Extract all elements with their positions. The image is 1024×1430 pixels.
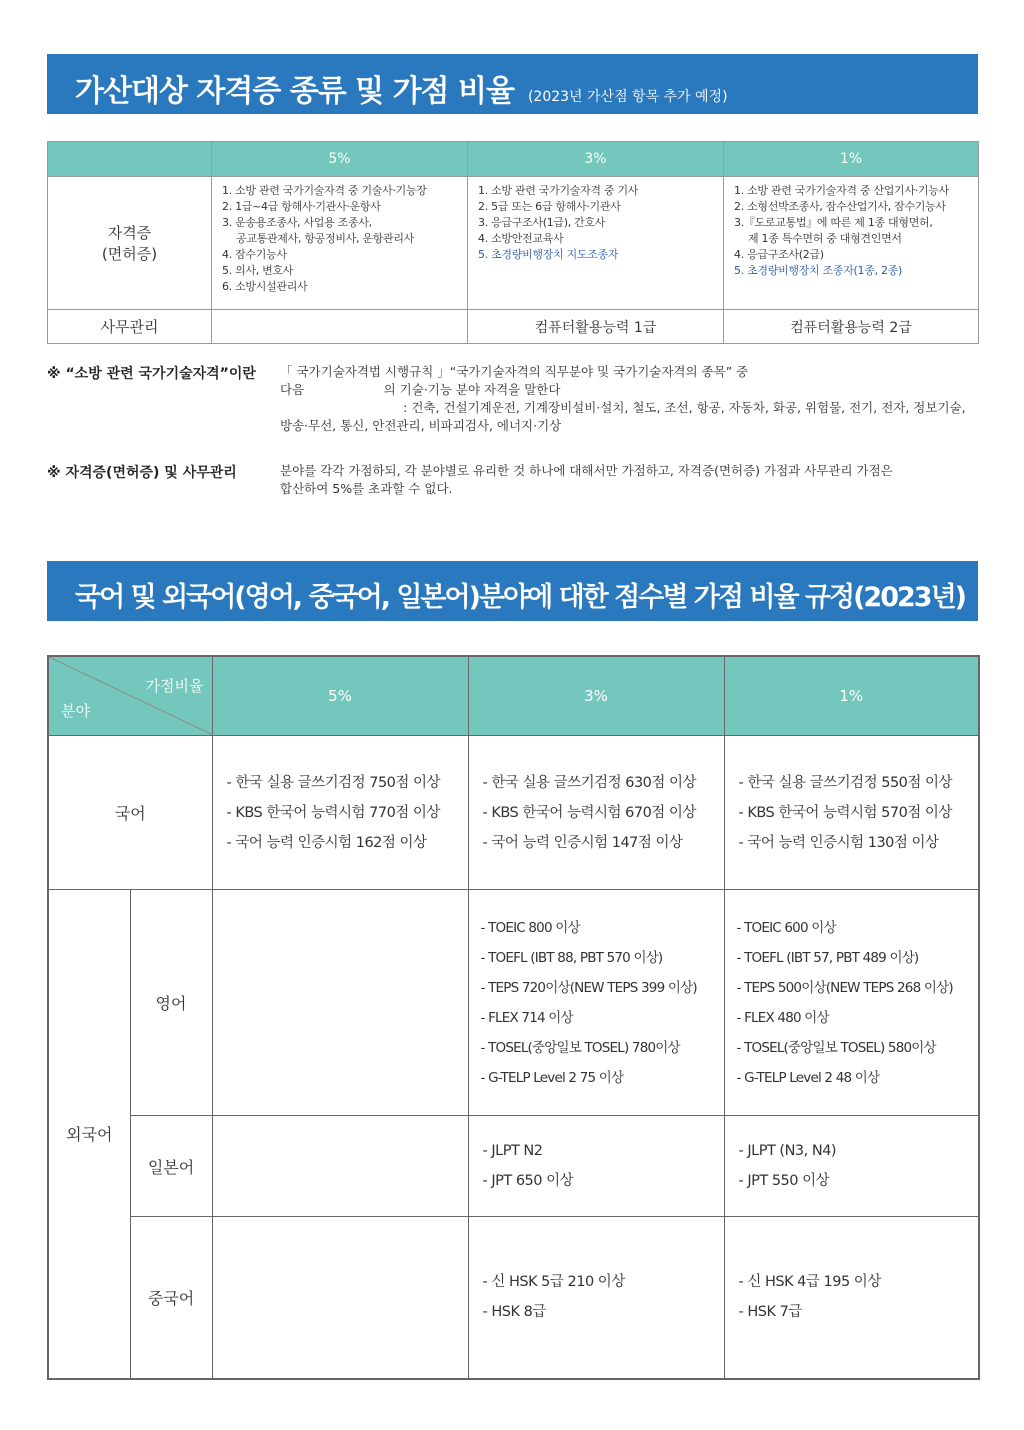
korean-row (48, 736, 979, 890)
section2-banner (47, 561, 1017, 621)
japanese-row (48, 1116, 979, 1217)
note-fire-definition-text: 「 국가기술자격법 시행규칙 」“국가기술자격의 직무분야 및 국가기술자격의 종목” 중 다음 의 기술·기능 분야 자격을 말한다 : 건축, 건설기계운전, 기계장비설비·설치, 철도, 조선, 항공, 자동차, 화공, 위험물, 전기, 전자, 정보기술, 방송·무선, 통신, 안전관리, 비파괴검사, 에너지·기상 (280, 364, 966, 433)
office-5pct (212, 310, 468, 344)
japanese-3pct: - JLPT N2 - JPT 650 이상 (468, 1116, 724, 1217)
foreign-label: 외국어 (48, 890, 130, 1379)
header-1pct: 1% (724, 142, 979, 177)
office-1pct: 컴퓨터활용능력 2급 (724, 310, 979, 344)
diagonal-header (48, 656, 212, 736)
header-5pct: 5% (212, 142, 468, 177)
section1-title: 가산대상 자격증 종류 및 가점 비율 (2023년 가산점 항목 추가 예정) (75, 74, 728, 109)
language-table-header (48, 656, 979, 736)
chinese-5pct (212, 1217, 468, 1379)
header-3pct: 3% (468, 142, 724, 177)
chinese-label: 중국어 (130, 1217, 212, 1379)
korean-3pct: - 한국 실용 글쓰기검정 630점 이상 - KBS 한국어 능력시험 670점 이상 - 국어 능력 인증시험 147점 이상 (468, 736, 724, 890)
note-combination-text: 분야를 각각 가점하되, 각 분야별로 유리한 것 하나에 대해서만 가점하고, 자격증(면허증) 가점과 사무관리 가점은 합산하여 5%를 초과할 수 없다. (280, 463, 893, 496)
cert-row (48, 177, 979, 310)
korean-1pct: - 한국 실용 글쓰기검정 550점 이상 - KBS 한국어 능력시험 570점 이상 - 국어 능력 인증시험 130점 이상 (724, 736, 979, 890)
lang-header-1pct: 1% (724, 656, 979, 736)
english-row (48, 890, 979, 1116)
cert-3pct-list: 1. 소방 관련 국가기술자격 중 기사 2. 5급 또는 6급 항해사·기관사 3. 응급구조사(1급), 간호사 4. 소방안전교육사 5. 초경량비행장치 지도조종자 (468, 177, 724, 310)
section1-subtitle: (2023년 가산점 항목 추가 예정) (527, 89, 728, 105)
office-row-label: 사무관리 (48, 310, 212, 344)
chinese-3pct: - 신 HSK 5급 210 이상 - HSK 8급 (468, 1217, 724, 1379)
korean-5pct: - 한국 실용 글쓰기검정 750점 이상 - KBS 한국어 능력시험 770점 이상 - 국어 능력 인증시험 162점 이상 (212, 736, 468, 890)
section2-subtitle: (예정) (979, 594, 1017, 610)
header-empty (48, 142, 212, 177)
english-3pct: - TOEIC 800 이상 - TOEFL (IBT 88, PBT 570 이상) - TEPS 720이상(NEW TEPS 399 이상) - FLEX 714 이상 - TOSEL(중앙일보 TOSEL) 780이상 - G-TELP Level 2 75 이상 (468, 890, 724, 1116)
japanese-1pct: - JLPT (N3, N4) - JPT 550 이상 (724, 1116, 979, 1217)
diagonal-line (49, 657, 213, 735)
japanese-label: 일본어 (130, 1116, 212, 1217)
cert-5pct-list: 1. 소방 관련 국가기술자격 중 기술사·기능장 2. 1급~4급 항해사·기관사·운항사 3. 운송용조종사, 사업용 조종사, 공교통관제사, 항공정비사, 운항관리사 4. 잠수기능사 5. 의사, 변호사 6. 소방시설관리사 (212, 177, 468, 310)
english-1pct: - TOEIC 600 이상 - TOEFL (IBT 57, PBT 489 이상) - TEPS 500이상(NEW TEPS 268 이상) - FLEX 480 이상 - TOSEL(중앙일보 TOSEL) 580이상 - G-TELP Level 2 48 이상 (724, 890, 979, 1116)
korean-label: 국어 (48, 736, 212, 890)
chinese-row (48, 1217, 979, 1379)
lang-header-5pct: 5% (212, 656, 468, 736)
language-table (47, 655, 980, 1380)
section1-banner (47, 54, 978, 114)
lang-header-3pct: 3% (468, 656, 724, 736)
office-row (48, 310, 979, 344)
office-3pct: 컴퓨터활용능력 1급 (468, 310, 724, 344)
diag-bottom-label: 분야 (61, 702, 90, 720)
cert-row-label: 자격증 (면허증) (48, 177, 212, 310)
chinese-1pct: - 신 HSK 4급 195 이상 - HSK 7급 (724, 1217, 979, 1379)
certificate-table (47, 141, 979, 344)
diag-top-label: 가점비율 (145, 677, 204, 695)
certificate-table-header (48, 142, 979, 177)
english-label: 영어 (130, 890, 212, 1116)
cert-1pct-list: 1. 소방 관련 국가기술자격 중 산업기사·기능사 2. 소형선박조종사, 잠수산업기사, 잠수기능사 3.『도로교통법』에 따른 제 1종 대형면허, 제 1종 특수면허 중 대형견인면서 4. 응급구조사(2급) 5. 초경량비행장치 조종자(1종, 2종) (724, 177, 979, 310)
japanese-5pct (212, 1116, 468, 1217)
section2-title: 국어 및 외국어(영어, 중국어, 일본어)분야에 대한 점수별 가점 비율 규정(2023년) (예정) (75, 582, 1017, 613)
english-5pct (212, 890, 468, 1116)
